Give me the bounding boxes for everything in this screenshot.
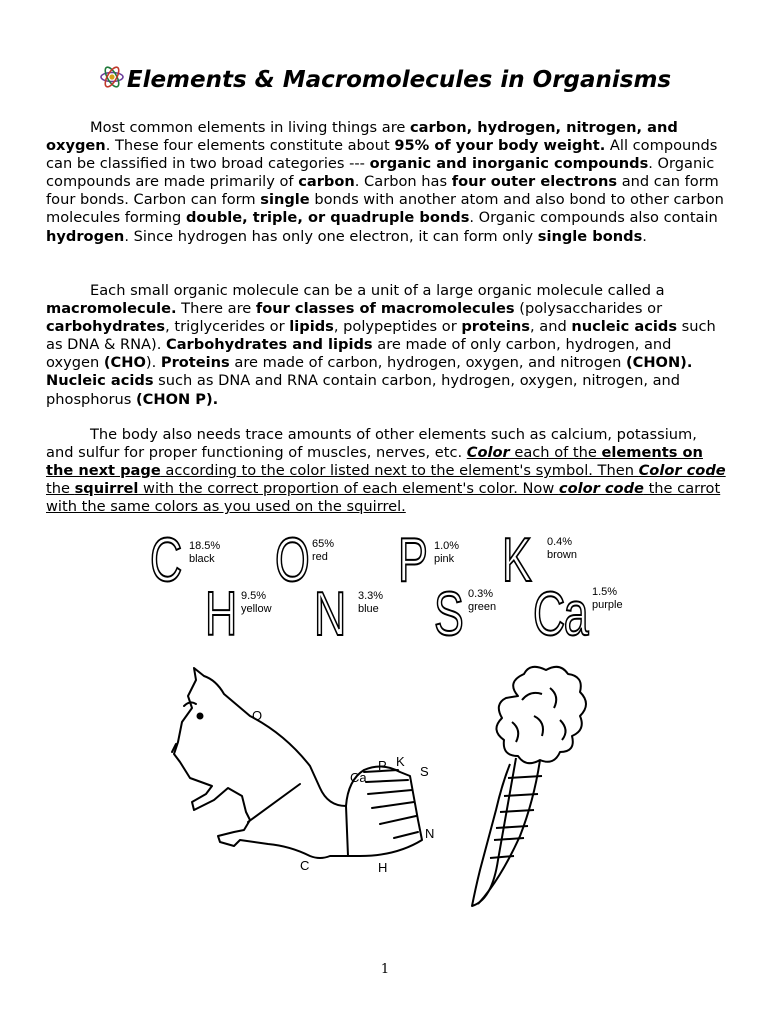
element-symbol-h: H (205, 580, 236, 649)
squirrel-label-s: S (420, 764, 429, 779)
element-symbol-o: O (275, 526, 309, 595)
element-symbol-k: K (502, 526, 531, 595)
element-label-k: 0.4% brown (547, 536, 577, 561)
page-title (0, 64, 770, 93)
element-symbol-ca: Ca (533, 580, 588, 649)
squirrel-label-h: H (378, 860, 388, 875)
squirrel-label-c: C (300, 858, 310, 873)
title-text: Elements & Macromolecules in Organisms (126, 67, 672, 93)
squirrel-label-ca: Ca (350, 770, 367, 785)
coloring-drawings (150, 660, 630, 920)
carrot-drawing (472, 667, 586, 906)
element-label-ca: 1.5% purple (592, 586, 623, 611)
element-symbol-n: N (314, 580, 345, 649)
squirrel-label-k: K (396, 754, 405, 769)
element-label-c: 18.5% black (189, 540, 221, 565)
element-label-n: 3.3% blue (358, 590, 384, 615)
element-label-p: 1.0% pink (434, 540, 460, 565)
element-label-s: 0.3% green (468, 588, 497, 613)
paragraph-macromolecules: Each small organic molecule can be a unit of a large organic molecule called a macromolecule. There are four classes of macromolecules (polysaccharides or carbohydrates, triglycerides or lipids, polypeptides or proteins, and nucleic acids such as DNA & RNA). Carbohydrates and lipids are made of only carbon, hydrogen, and oxygen (CHO). Proteins are made of carbon, hydrogen, oxygen, and nitrogen (CHON). Nucleic acids such as DNA and RNA contain carbon, hydrogen, oxygen, nitrogen, and phosphorus (CHON P). (46, 282, 716, 408)
squirrel-label-o: O (252, 708, 263, 723)
paragraph-instructions: The body also needs trace amounts of other elements such as calcium, potassium, and sulfur for proper functioning of muscles, nerves, etc. Color each of the elements on the next page according to the color listed next to the element's symbol. Then Color code the squirrel with the correct proportion of each element's color. Now color code the carrot with the same colors as you used on the squirrel. (46, 426, 726, 516)
element-symbol-c: C (150, 526, 181, 595)
element-label-o: 65% red (312, 538, 335, 563)
element-symbol-p: P (398, 526, 427, 595)
atom-icon (99, 64, 125, 90)
squirrel-label-p: P (378, 758, 387, 773)
element-symbol-s: S (434, 580, 463, 649)
page-number: 1 (380, 962, 390, 977)
squirrel-label-n: N (425, 826, 435, 841)
paragraph-elements: Most common elements in living things are carbon, hydrogen, nitrogen, and oxygen. These four elements constitute about 95% of your body weight. All compounds can be classified in two broad categories --- organic and inorganic compounds. Organic compounds are made primarily of carbon. Carbon has four outer electrons and can form four bonds. Carbon can form single bonds with another atom and also bond to other carbon molecules forming double, triple, or quadruple bonds. Organic compounds also contain hydrogen. Since hydrogen has only one electron, it can form only single bonds. (46, 119, 724, 245)
element-label-h: 9.5% yellow (241, 590, 272, 615)
